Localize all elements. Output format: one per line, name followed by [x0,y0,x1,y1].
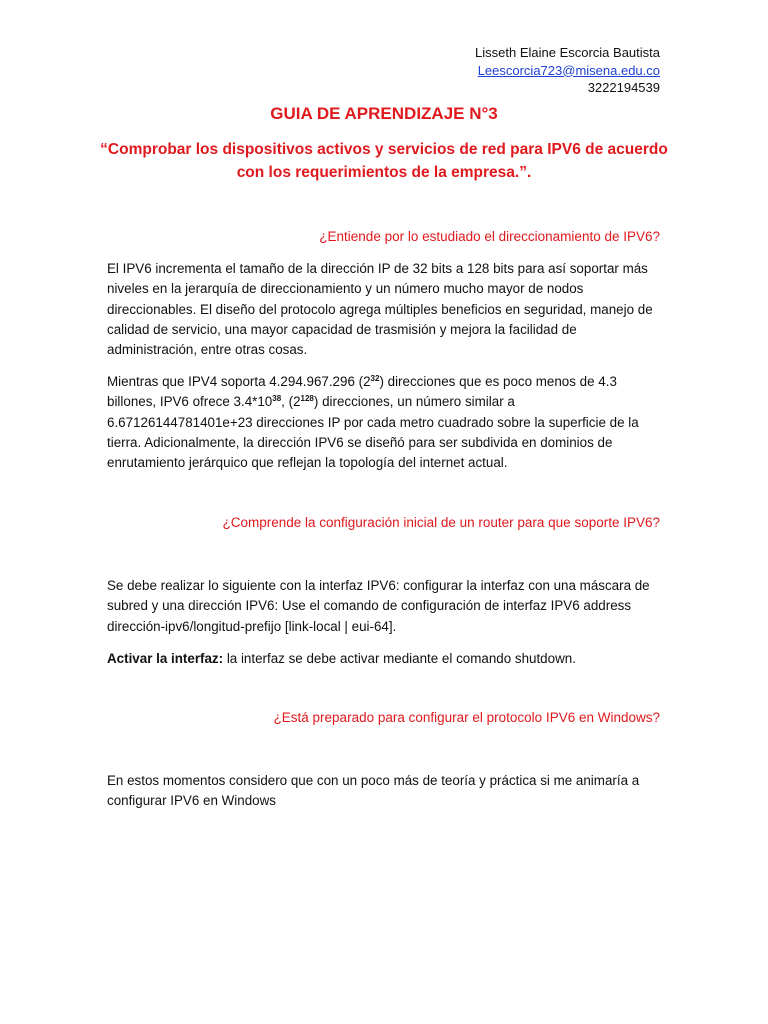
paragraph-activate-interface [107,649,663,669]
paragraph-ipv4-vs-ipv6 [107,372,663,473]
subtitle-line-1: “Comprobar los dispositivos activos y servicios de red para IPV6 de acuerdo [100,141,668,158]
text-fragment: Mientras que IPV4 soporta 4.294.967.296 (2 [107,374,371,389]
author-block [475,44,660,97]
question-windows-config: ¿Está preparado para configurar el protocolo IPV6 en Windows? [273,710,660,725]
paragraph-windows-answer: En estos momentos considero que con un poco más de teoría y práctica si me animaría a configurar IPV6 en Windows [107,773,640,809]
document-subtitle [96,138,672,184]
subtitle-line-2: con los requerimientos de la empresa.”. [236,164,532,181]
text-fragment: ) direcciones que es poco menos de 4.3 billones, IPV6 ofrece 3.4*10 [107,374,617,410]
text-fragment: , (2 [281,394,301,410]
paragraph-ipv6-overview: El IPV6 incrementa el tamaño de la dirección IP de 32 bits a 128 bits para así soportar más niveles en la jerarquía de direccionamiento y un número mucho mayor de nodos direccionables. El diseño del protocolo agrega múltiples beneficios en seguridad, manejo de calidad de servicio, una mayor capacidad de trasmisión y mejora la facilidad de administración, entre otras cosas. [107,261,653,358]
document-title: GUIA DE APRENDIZAJE N°3 [270,104,498,123]
author-name: Lisseth Elaine Escorcia Bautista [475,45,660,60]
text-fragment: ) direcciones, un número similar a 6.67126144781401e+23 direcciones IP por cada metro cuadrado sobre la superficie de la tierra. Adicionalmente, la dirección IPV6 se diseñó para ser subdivida en dominios de enrutamiento jerárquico que reflejan la topología del internet actual. [107,394,639,471]
question-ipv6-addressing: ¿Entiende por lo estudiado el direccionamiento de IPV6? [319,229,660,244]
author-email-link[interactable]: Leescorcia723@misena.edu.co [477,62,660,78]
superscript-exponent: 38 [272,394,282,404]
superscript-exponent: 128 [300,394,314,404]
superscript-exponent: 32 [370,374,380,383]
question-router-config: ¿Comprende la configuración inicial de un router para que soporte IPV6? [222,515,660,530]
bold-label: Activar la interfaz: [107,651,224,666]
paragraph-router-config: Se debe realizar lo siguiente con la interfaz IPV6: configurar la interfaz con una máscara de subred y una dirección IPV6: Use el comando de configuración de interfaz IPV6 address dirección-ipv6/longitud-prefijo [link-local | eui-64]. [107,578,650,634]
author-phone: 3222194539 [587,80,660,95]
text-fragment: la interfaz se debe activar mediante el comando shutdown. [223,651,576,666]
